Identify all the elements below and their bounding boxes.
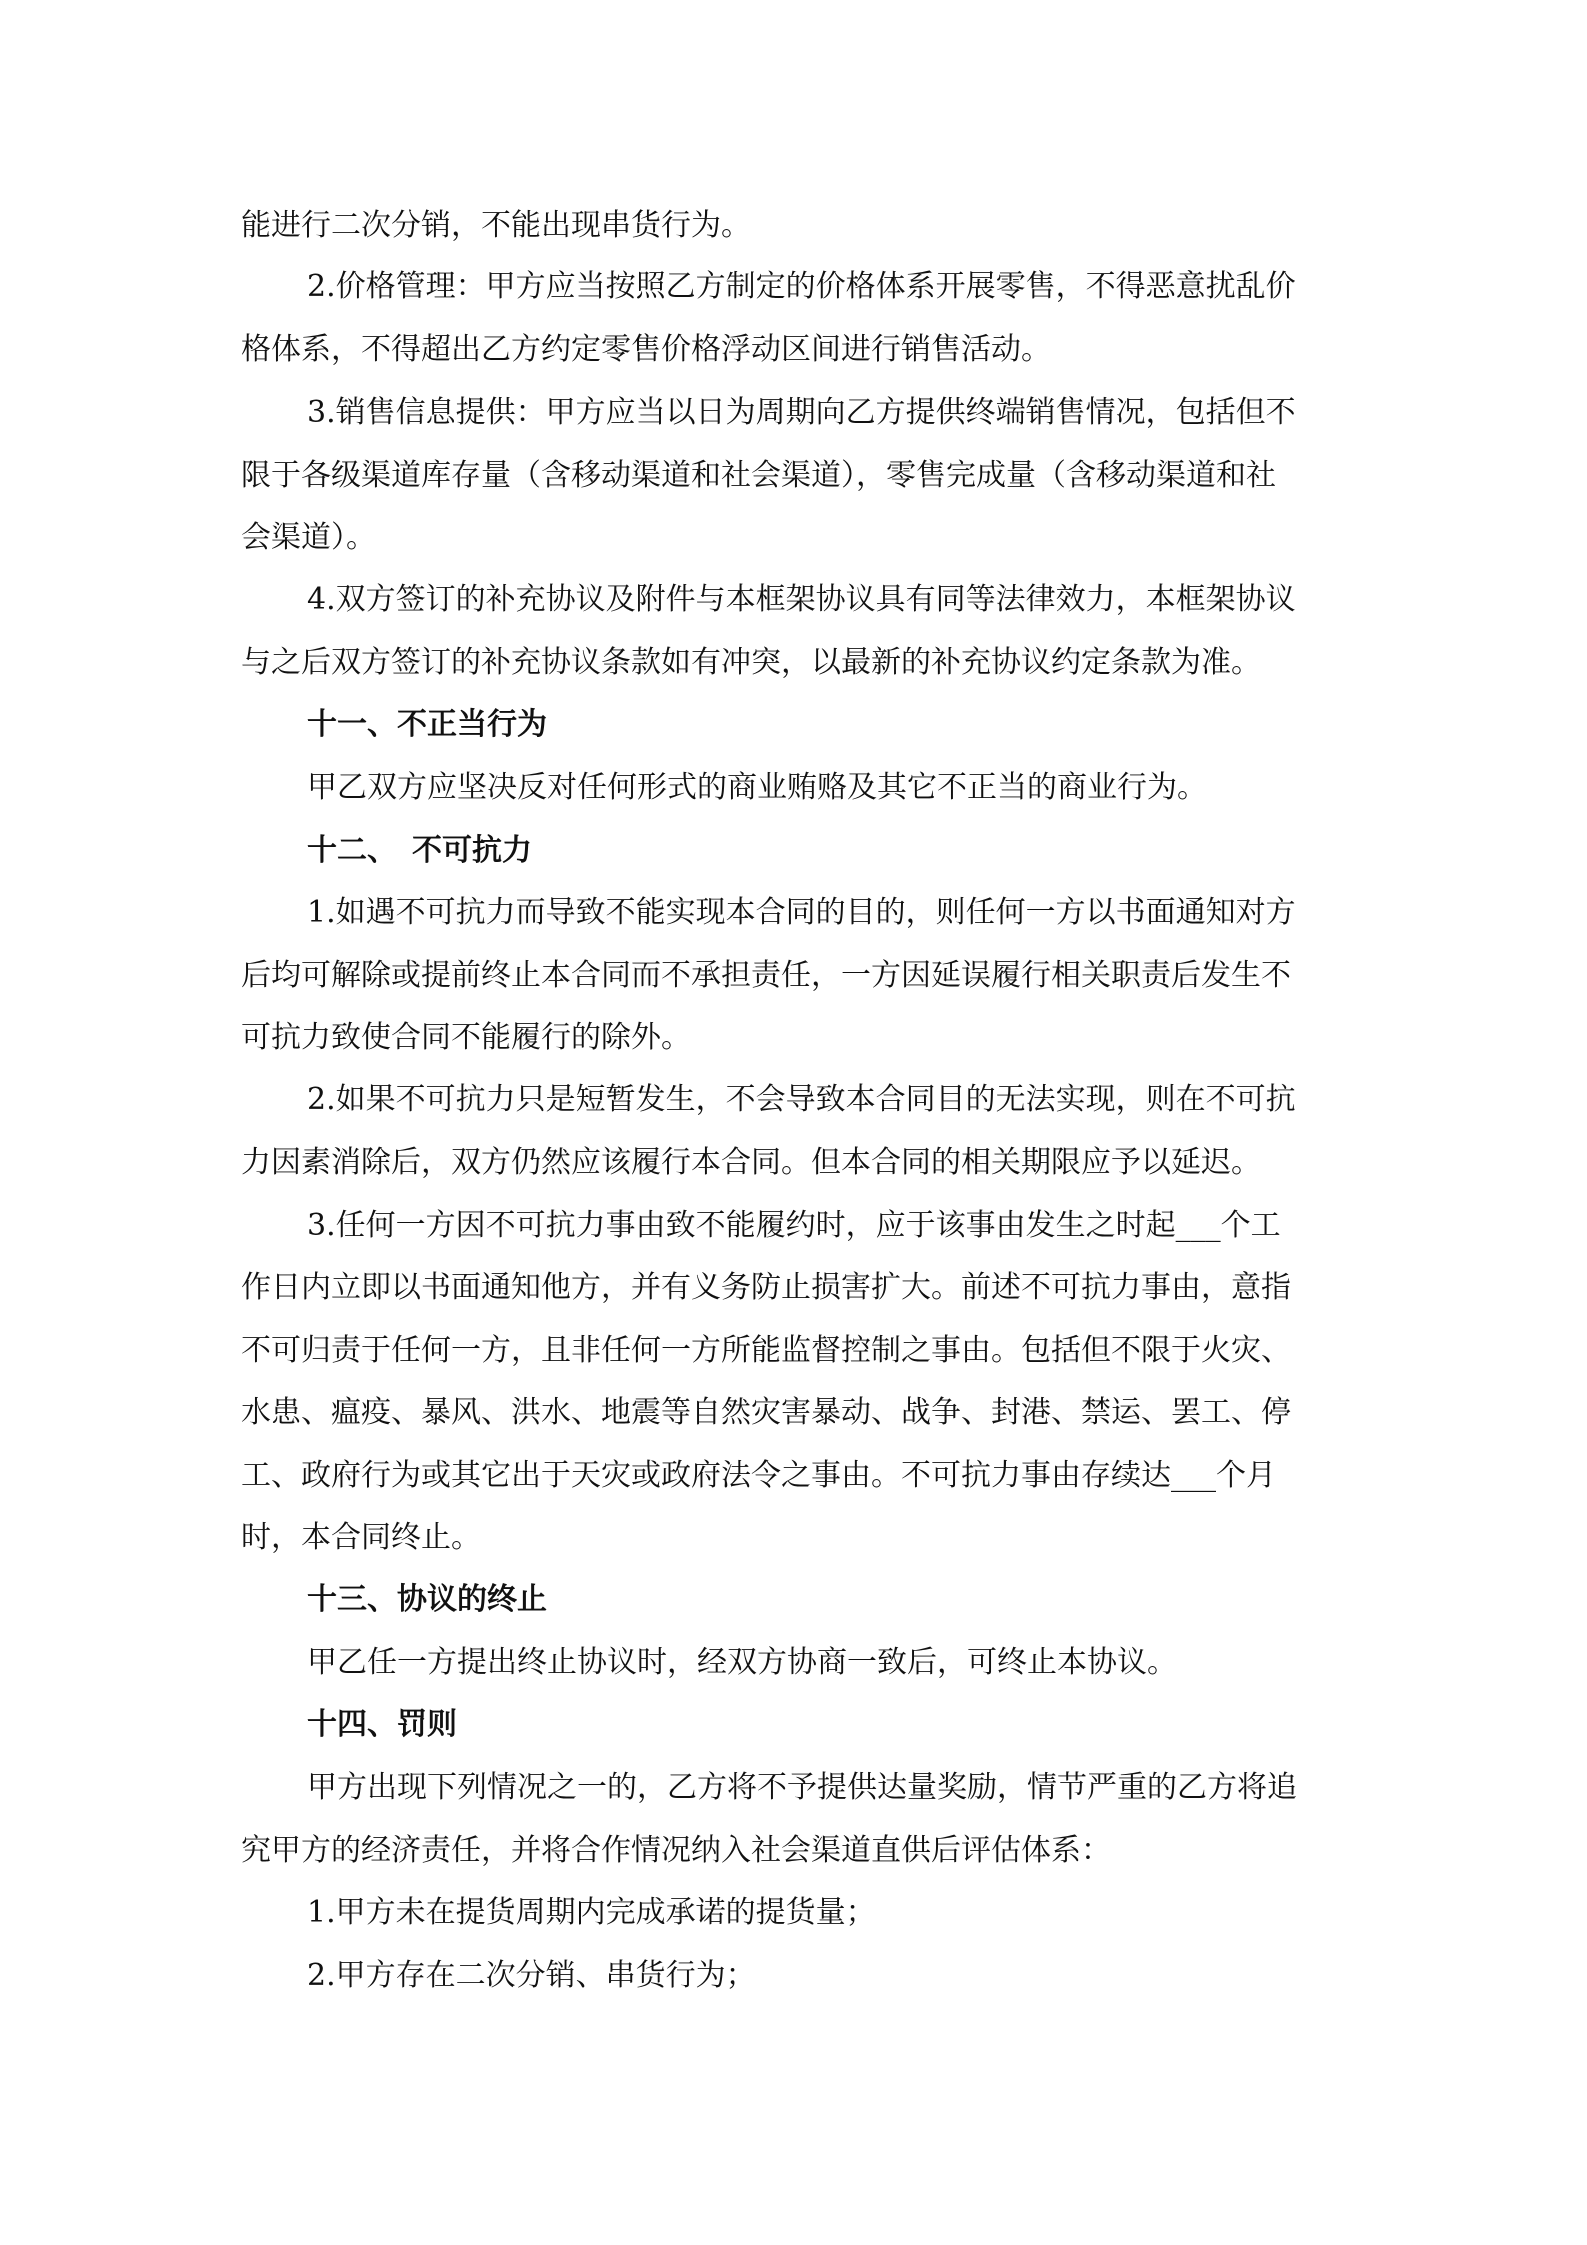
section-heading: 十四、罚则 bbox=[307, 1707, 457, 1742]
section-heading: 十二、 不可抗力 bbox=[307, 833, 532, 868]
text-line: 水患、瘟疫、暴风、洪水、地震等自然灾害暴动、战争、封港、禁运、罢工、停 bbox=[241, 1395, 1291, 1430]
section-heading: 十一、不正当行为 bbox=[307, 707, 547, 742]
paragraph-line: 甲乙任一方提出终止协议时，经双方协商一致后，可终止本协议。 bbox=[307, 1645, 1177, 1680]
text-line: 时，本合同终止。 bbox=[241, 1520, 481, 1555]
paragraph-line: 1.甲方未在提货周期内完成承诺的提货量； bbox=[307, 1895, 876, 1930]
paragraph-line: 2.如果不可抗力只是短暂发生，不会导致本合同目的无法实现，则在不可抗 bbox=[307, 1082, 1296, 1117]
text-line: 限于各级渠道库存量（含移动渠道和社会渠道），零售完成量（含移动渠道和社 bbox=[241, 458, 1276, 493]
text-line: 究甲方的经济责任，并将合作情况纳入社会渠道直供后评估体系： bbox=[241, 1833, 1111, 1868]
paragraph-line: 甲乙双方应坚决反对任何形式的商业贿赂及其它不正当的商业行为。 bbox=[307, 770, 1207, 805]
text-line: 后均可解除或提前终止本合同而不承担责任，一方因延误履行相关职责后发生不 bbox=[241, 958, 1291, 993]
paragraph-line: 2.价格管理：甲方应当按照乙方制定的价格体系开展零售，不得恶意扰乱价 bbox=[307, 269, 1296, 304]
paragraph-line: 甲方出现下列情况之一的，乙方将不予提供达量奖励，情节严重的乙方将追 bbox=[307, 1770, 1297, 1805]
paragraph-line: 3.任何一方因不可抗力事由致不能履约时，应于该事由发生之时起___个工 bbox=[307, 1208, 1281, 1243]
paragraph-line: 2.甲方存在二次分销、串货行为； bbox=[307, 1958, 756, 1993]
text-line: 会渠道）。 bbox=[241, 520, 376, 555]
text-line: 工、政府行为或其它出于天灾或政府法令之事由。不可抗力事由存续达___个月 bbox=[241, 1458, 1276, 1493]
text-line: 与之后双方签订的补充协议条款如有冲突，以最新的补充协议约定条款为准。 bbox=[241, 645, 1261, 680]
text-line: 格体系，不得超出乙方约定零售价格浮动区间进行销售活动。 bbox=[241, 332, 1051, 367]
paragraph-line: 4.双方签订的补充协议及附件与本框架协议具有同等法律效力，本框架协议 bbox=[307, 582, 1296, 617]
paragraph-line: 3.销售信息提供：甲方应当以日为周期向乙方提供终端销售情况，包括但不 bbox=[307, 395, 1296, 430]
text-line: 力因素消除后，双方仍然应该履行本合同。但本合同的相关期限应予以延迟。 bbox=[241, 1145, 1261, 1180]
paragraph-line: 1.如遇不可抗力而导致不能实现本合同的目的，则任何一方以书面通知对方 bbox=[307, 895, 1296, 930]
section-heading: 十三、协议的终止 bbox=[307, 1582, 547, 1617]
text-line: 能进行二次分销，不能出现串货行为。 bbox=[241, 208, 751, 243]
text-line: 作日内立即以书面通知他方，并有义务防止损害扩大。前述不可抗力事由，意指 bbox=[241, 1270, 1291, 1305]
text-line: 可抗力致使合同不能履行的除外。 bbox=[241, 1020, 691, 1055]
text-line: 不可归责于任何一方，且非任何一方所能监督控制之事由。包括但不限于火灾、 bbox=[241, 1333, 1291, 1368]
